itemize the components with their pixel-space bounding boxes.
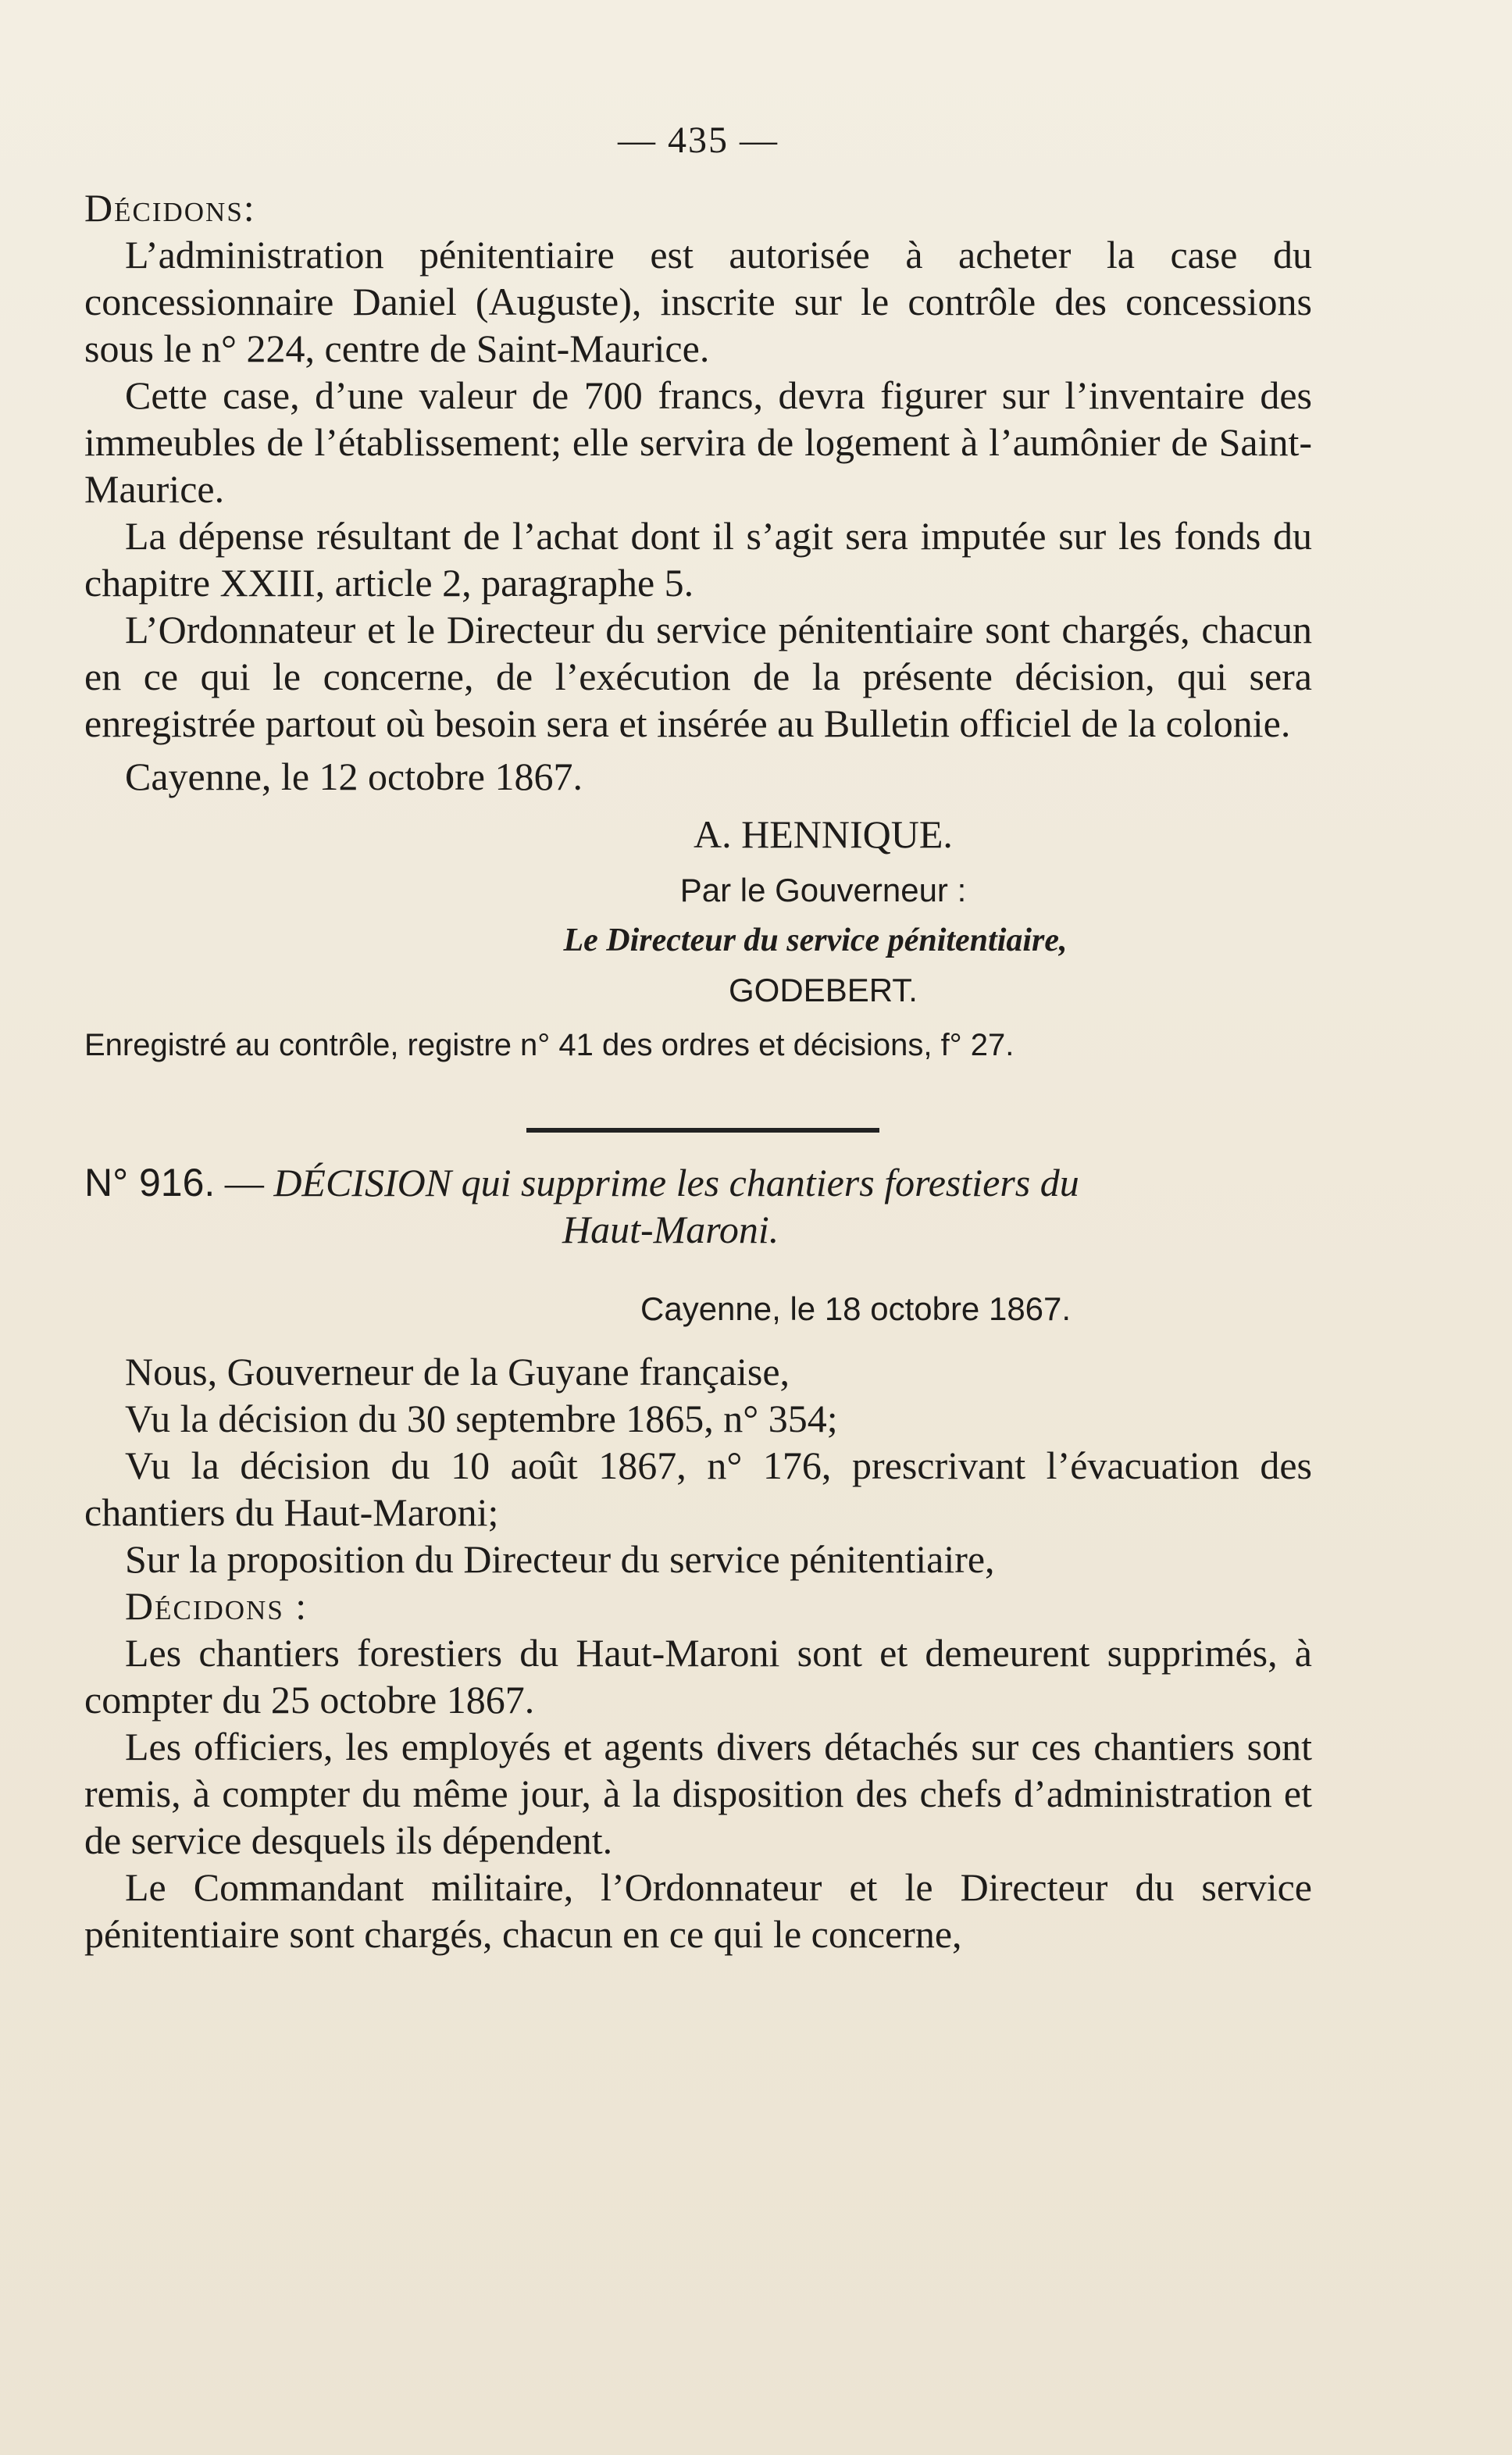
page-number: — 435 — [618,120,779,161]
decision2-paragraph-3: Le Commandant militaire, l’Ordonnateur et le Directeur du service pénitentiaire sont chargés, chacun en ce qui le concerne, [84,1865,1312,1956]
registre-note: Enregistré au contrôle, registre n° 41 des ordres et décisions, f° 27. [84,1028,1015,1062]
nous-line: Nous, Gouverneur de la Guyane française, [125,1350,790,1393]
decision-title-continued: Haut-Maroni. [562,1208,779,1251]
decidons-label: Décidons: [84,186,256,230]
directeur-name: GODEBERT. [729,972,918,1008]
decision-title: DÉCISION qui supprime les chantiers forestiers du [273,1161,1079,1204]
decidons-2-heading [84,1583,1312,1629]
decision2-paragraph-2: Les officiers, les employés et agents divers détachés sur ces chantiers sont remis, à compter du même jour, à la disposition des chefs d’administration et de service desquels ils dépendent. [84,1725,1312,1862]
directeur-title: Le Directeur du service pénitentiaire, [563,922,1068,958]
par-le-gouverneur: Par le Gouverneur : [679,872,967,908]
decision2-heading [84,1159,1312,1253]
decision1-paragraph-1: L’administration pénitentiaire est autorisée à acheter la case du concessionnaire Daniel (Auguste), inscrite sur le contrôle des concessions sous le n° 224, centre de Saint-Maurice. [84,233,1312,370]
vu-line-1: Vu la décision du 30 septembre 1865, n° 354; [125,1397,838,1440]
decision1-paragraph-4: L’Ordonnateur et le Directeur du service pénitentiaire sont chargés, chacun en ce qui le concerne, de l’exécution de la présente décision, qui sera enregistrée partout où besoin sera et insérée au Bulletin officiel de la colonie. [84,608,1312,745]
vu-line-2: Vu la décision du 10 août 1867, n° 176, prescrivant l’évacuation des chantiers du Haut-Maroni; [84,1443,1312,1534]
decidons-heading [84,184,1312,231]
section-divider [526,1128,879,1133]
decidons-2-label: Décidons : [125,1584,308,1628]
decision1-paragraph-2: Cette case, d’une valeur de 700 francs, devra figurer sur l’inventaire des immeubles de l’établissement; elle servira de logement à l’aumônier de Saint-Maurice. [84,373,1312,511]
decision2-paragraph-1: Les chantiers forestiers du Haut-Maroni sont et demeurent supprimés, à compter du 25 octobre 1867. [84,1631,1312,1722]
decision1-paragraph-3: La dépense résultant de l’achat dont il s’agit sera imputée sur les fonds du chapitre XXIII, article 2, paragraphe 5. [84,514,1312,605]
heading-dash: — [215,1161,274,1204]
decision2-dateline: Cayenne, le 18 octobre 1867. [640,1290,1072,1327]
sur-line: Sur la proposition du Directeur du service pénitentiaire, [125,1537,995,1581]
page-content [84,94,1312,1957]
signature-name: A. HENNIQUE. [694,812,953,856]
decision-number: N° 916. [84,1161,216,1204]
decision1-place-date: Cayenne, le 12 octobre 1867. [125,755,583,798]
